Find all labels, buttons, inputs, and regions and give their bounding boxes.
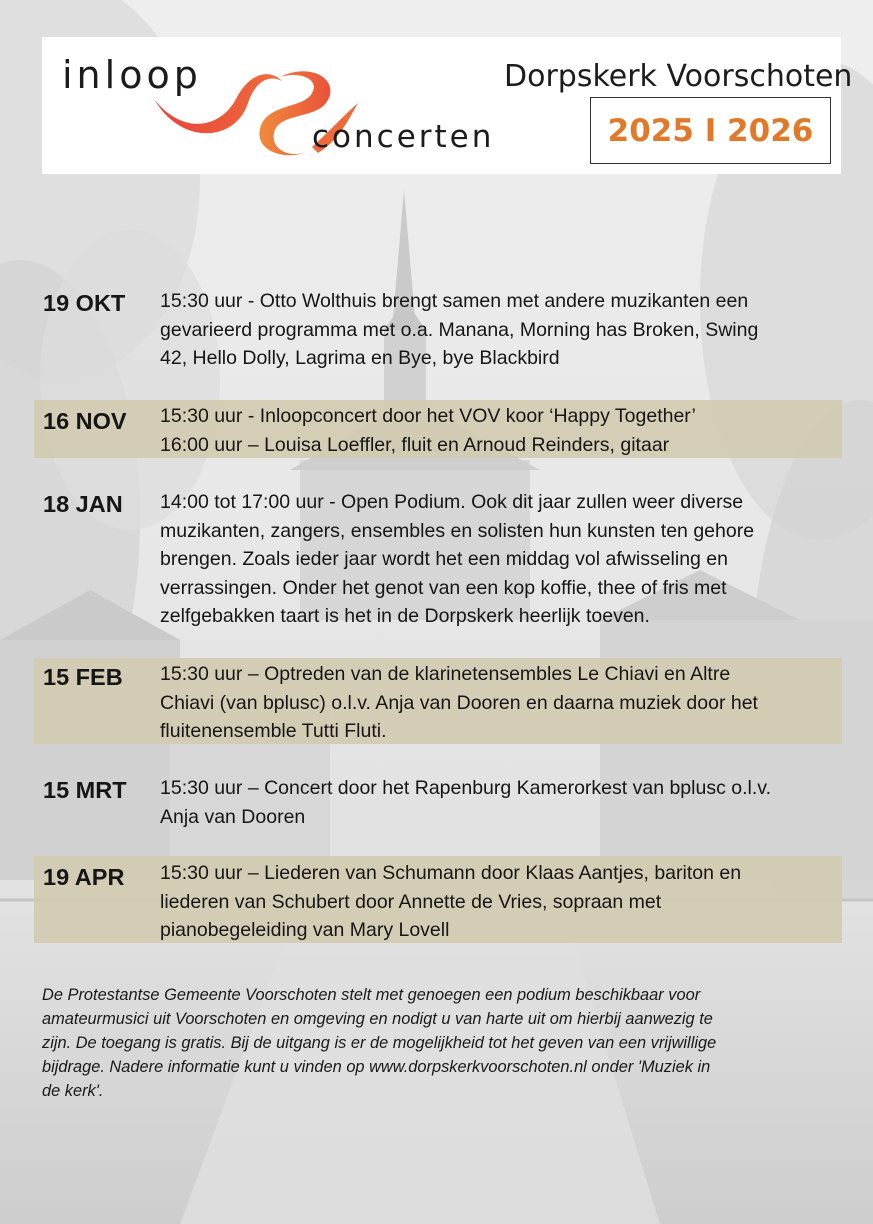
header-banner: [42, 37, 853, 174]
season-label: 2025 I 2026: [607, 112, 814, 149]
event-description: [160, 859, 842, 945]
event-item-18-jan: [34, 487, 842, 633]
event-date: 19 APR: [43, 864, 125, 890]
event-line: 15:30 uur – Liederen van Schumann door Klaas Aantjes, bariton en: [160, 862, 742, 884]
event-description: [160, 488, 842, 631]
event-line: muzikanten, zangers, ensembles en solisten hun kunsten ten gehore: [160, 519, 755, 542]
event-line: 14:00 tot 17:00 uur - Open Podium. Ook dit jaar zullen weer diverse: [160, 491, 744, 513]
event-line: 15:30 uur – Concert door het Rapenburg Kamerorkest van bplusc o.l.v.: [160, 777, 771, 799]
event-date: 19 OKT: [43, 290, 126, 316]
event-line: fluitenensemble Tutti Fluti.: [160, 720, 387, 743]
event-description: [160, 402, 842, 459]
event-line: pianobegeleiding van Mary Lovell: [160, 919, 450, 942]
church-name: Dorpskerk Voorschoten: [504, 59, 853, 94]
event-line: Anja van Dooren: [160, 805, 306, 828]
footer-line: bijdrage. Nadere informatie kunt u vinden op www.dorpskerkvoorschoten.nl onder 'Muziek in: [42, 1058, 711, 1076]
footer-line: de kerk'.: [42, 1082, 104, 1100]
event-line: brengen. Zoals ieder jaar wordt het een middag vol afwisseling en: [160, 548, 728, 571]
event-line: 15:30 uur - Inloopconcert door het VOV koor ‘Happy Together’: [160, 405, 696, 427]
logo-word-inloop: inloop: [62, 53, 202, 97]
event-line: verrassingen. Onder het genot van een kop koffie, thee of fris met: [160, 576, 727, 599]
footer-note: [42, 983, 832, 1103]
event-date: 18 JAN: [43, 491, 123, 517]
season-box: [590, 97, 831, 164]
event-item-19-okt: [34, 286, 842, 376]
event-item-16-nov: [34, 400, 842, 458]
event-line: 16:00 uur – Louisa Loeffler, fluit en Arnoud Reinders, gitaar: [160, 433, 670, 456]
event-item-15-mrt: [34, 773, 842, 833]
event-line: 15:30 uur - Otto Wolthuis brengt samen met andere muzikanten een: [160, 290, 749, 312]
footer-line: zijn. De toegang is gratis. Bij de uitgang is er de mogelijkheid tot het geven van een vrijwillige: [42, 1034, 717, 1052]
event-line: liederen van Schubert door Annette de Vries, sopraan met: [160, 890, 662, 913]
event-line: 15:30 uur – Optreden van de klarinetensembles Le Chiavi en Altre: [160, 663, 731, 685]
event-item-15-feb: [34, 658, 842, 744]
event-date: 15 FEB: [43, 664, 123, 690]
event-line: 42, Hello Dolly, Lagrima en Bye, bye Blackbird: [160, 347, 560, 370]
event-description: [160, 774, 842, 831]
footer-line: De Protestantse Gemeente Voorschoten stelt met genoegen een podium beschikbaar voor: [42, 986, 701, 1004]
event-line: gevarieerd programma met o.a. Manana, Morning has Broken, Swing: [160, 318, 759, 341]
event-date: 16 NOV: [43, 408, 127, 434]
event-item-19-apr: [34, 856, 842, 943]
footer-line: amateurmusici uit Voorschoten en omgeving en nodigt u van harte uit om hierbij aanwezig te: [42, 1010, 713, 1028]
event-line: zelfgebakken taart is het in de Dorpskerk heerlijk toeven.: [160, 605, 650, 628]
logo-word-concerten: concerten: [312, 119, 495, 155]
event-description: [160, 287, 842, 373]
event-description: [160, 660, 842, 746]
event-line: Chiavi (van bplusc) o.l.v. Anja van Dooren en daarna muziek door het: [160, 691, 758, 714]
event-date: 15 MRT: [43, 777, 127, 803]
